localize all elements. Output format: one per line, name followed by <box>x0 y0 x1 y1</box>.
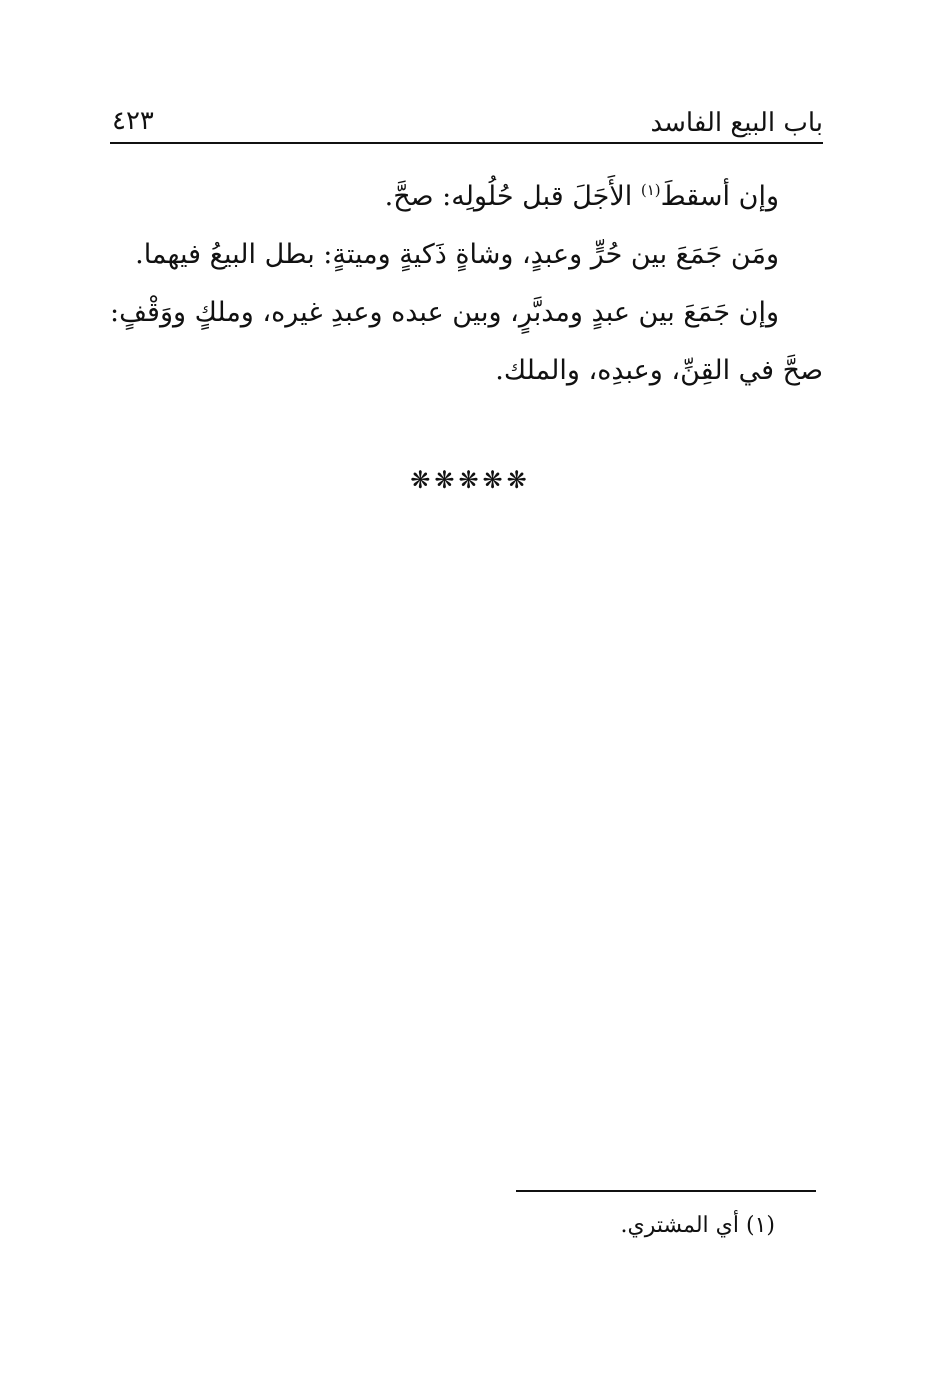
section-separator: ❋❋❋❋❋ <box>410 466 531 494</box>
paragraph-2: ومَن جَمَعَ بين حُرٍّ وعبدٍ، وشاةٍ ذَكيةٍ وميتةٍ: بطل البيعُ فيهما. <box>135 239 779 270</box>
footnote-divider <box>516 1190 816 1192</box>
footnote: (١) أي المشتري. <box>620 1213 775 1238</box>
page-number: ٤٢٣ <box>112 106 154 136</box>
chapter-title: باب البيع الفاسد <box>650 108 823 138</box>
main-text <box>110 168 823 400</box>
paragraph-1-start: وإن أسقطَ <box>660 181 779 212</box>
running-header <box>110 98 823 144</box>
paragraph-1-end: الأَجَلَ قبل حُلُولِه: صحَّ. <box>384 181 641 212</box>
paragraph-1 <box>110 168 823 226</box>
paragraph-3: وإن جَمَعَ بين عبدٍ ومدبَّرٍ، وبين عبده وعبدِ غيره، وملكٍ ووَقْفٍ: صحَّ في القِنِّ، وعبدِه، والملك. <box>110 297 823 386</box>
footnote-reference: (١) <box>640 181 661 199</box>
